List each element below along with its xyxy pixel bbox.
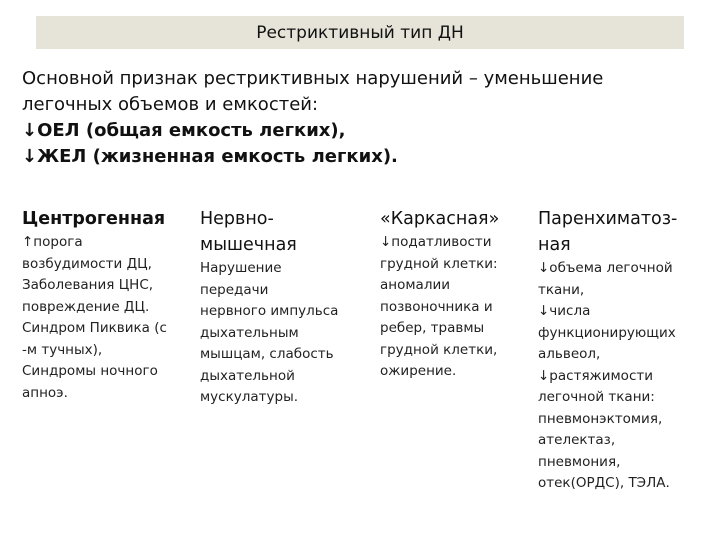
- column-text-line: ожирение.: [380, 363, 457, 379]
- column-text-line: Синдромы ночного: [22, 363, 158, 379]
- column-text: [380, 232, 530, 383]
- column-text-line: позвоночника и: [380, 298, 493, 315]
- column-text-line: повреждение ДЦ.: [22, 298, 150, 315]
- column-text-line: ателектаз,: [538, 432, 616, 448]
- column-text-line: грудной клетки:: [380, 255, 498, 272]
- column-skeletal: [380, 206, 530, 383]
- column-text-line: альвеол,: [538, 346, 601, 362]
- column-text-line: ↓растяжимости: [538, 367, 654, 384]
- intro-line: Основной признак рестриктивных нарушений – уменьшение: [22, 68, 604, 89]
- column-text-line: апноэ.: [22, 384, 68, 401]
- column-heading: [380, 206, 530, 232]
- column-text: [200, 258, 368, 409]
- intro-paragraph: [22, 66, 702, 170]
- column-heading-line: ная: [538, 235, 571, 255]
- slide-title-bar: [36, 16, 684, 49]
- intro-bold-line: ↓ОЕЛ (общая емкость легких),: [22, 120, 346, 141]
- column-text-line: нервного импульса: [200, 303, 339, 319]
- column-text-line: пневмония,: [538, 453, 621, 470]
- column-heading: [22, 206, 194, 232]
- column-text-line: возбудимости ДЦ,: [22, 255, 152, 272]
- slide-title: Рестриктивный тип ДН: [256, 22, 464, 43]
- column-text-line: ткани,: [538, 281, 585, 298]
- column-heading: [200, 206, 368, 258]
- column-text-line: аномалии: [380, 277, 450, 293]
- column-text-line: функционирующих: [538, 324, 676, 341]
- column-text-line: мускулатуры.: [200, 389, 299, 405]
- column-text: [538, 258, 708, 495]
- intro-bold-line: ↓ЖЕЛ (жизненная емкость легких).: [22, 146, 398, 167]
- column-text-line: -м тучных),: [22, 341, 103, 358]
- column-text-line: ↓числа: [538, 303, 591, 319]
- column-text-line: ↑порога: [22, 234, 83, 250]
- column-text-line: ↓податливости: [380, 234, 492, 250]
- column-text: [22, 232, 194, 404]
- column-heading-line: мышечная: [200, 235, 297, 255]
- column-parenchymal: [538, 206, 708, 495]
- column-text-line: ребер, травмы: [380, 320, 485, 336]
- column-text-line: пневмонэктомия,: [538, 410, 663, 427]
- column-text-line: грудной клетки,: [380, 341, 498, 358]
- column-text-line: дыхательным: [200, 324, 299, 341]
- column-heading-line: Центрогенная: [22, 209, 166, 229]
- column-text-line: легочной ткани:: [538, 389, 655, 405]
- column-heading: [538, 206, 708, 258]
- column-text-line: Нарушение: [200, 260, 282, 276]
- intro-line: легочных объемов и емкостей:: [22, 94, 319, 115]
- column-text-line: отек(ОРДС), ТЭЛА.: [538, 475, 670, 491]
- column-centrogenic: [22, 206, 194, 404]
- column-text-line: мышцам, слабость: [200, 346, 334, 362]
- column-neuromuscular: [200, 206, 368, 409]
- column-text-line: Синдром Пиквика (с: [22, 320, 167, 336]
- column-text-line: передачи: [200, 281, 269, 298]
- column-text-line: Заболевания ЦНС,: [22, 277, 154, 293]
- column-heading-line: Паренхиматоз-: [538, 209, 678, 229]
- column-heading-line: «Каркасная»: [380, 209, 500, 229]
- column-text-line: дыхательной: [200, 367, 295, 384]
- column-text-line: ↓объема легочной: [538, 260, 673, 276]
- column-heading-line: Нервно-: [200, 209, 274, 229]
